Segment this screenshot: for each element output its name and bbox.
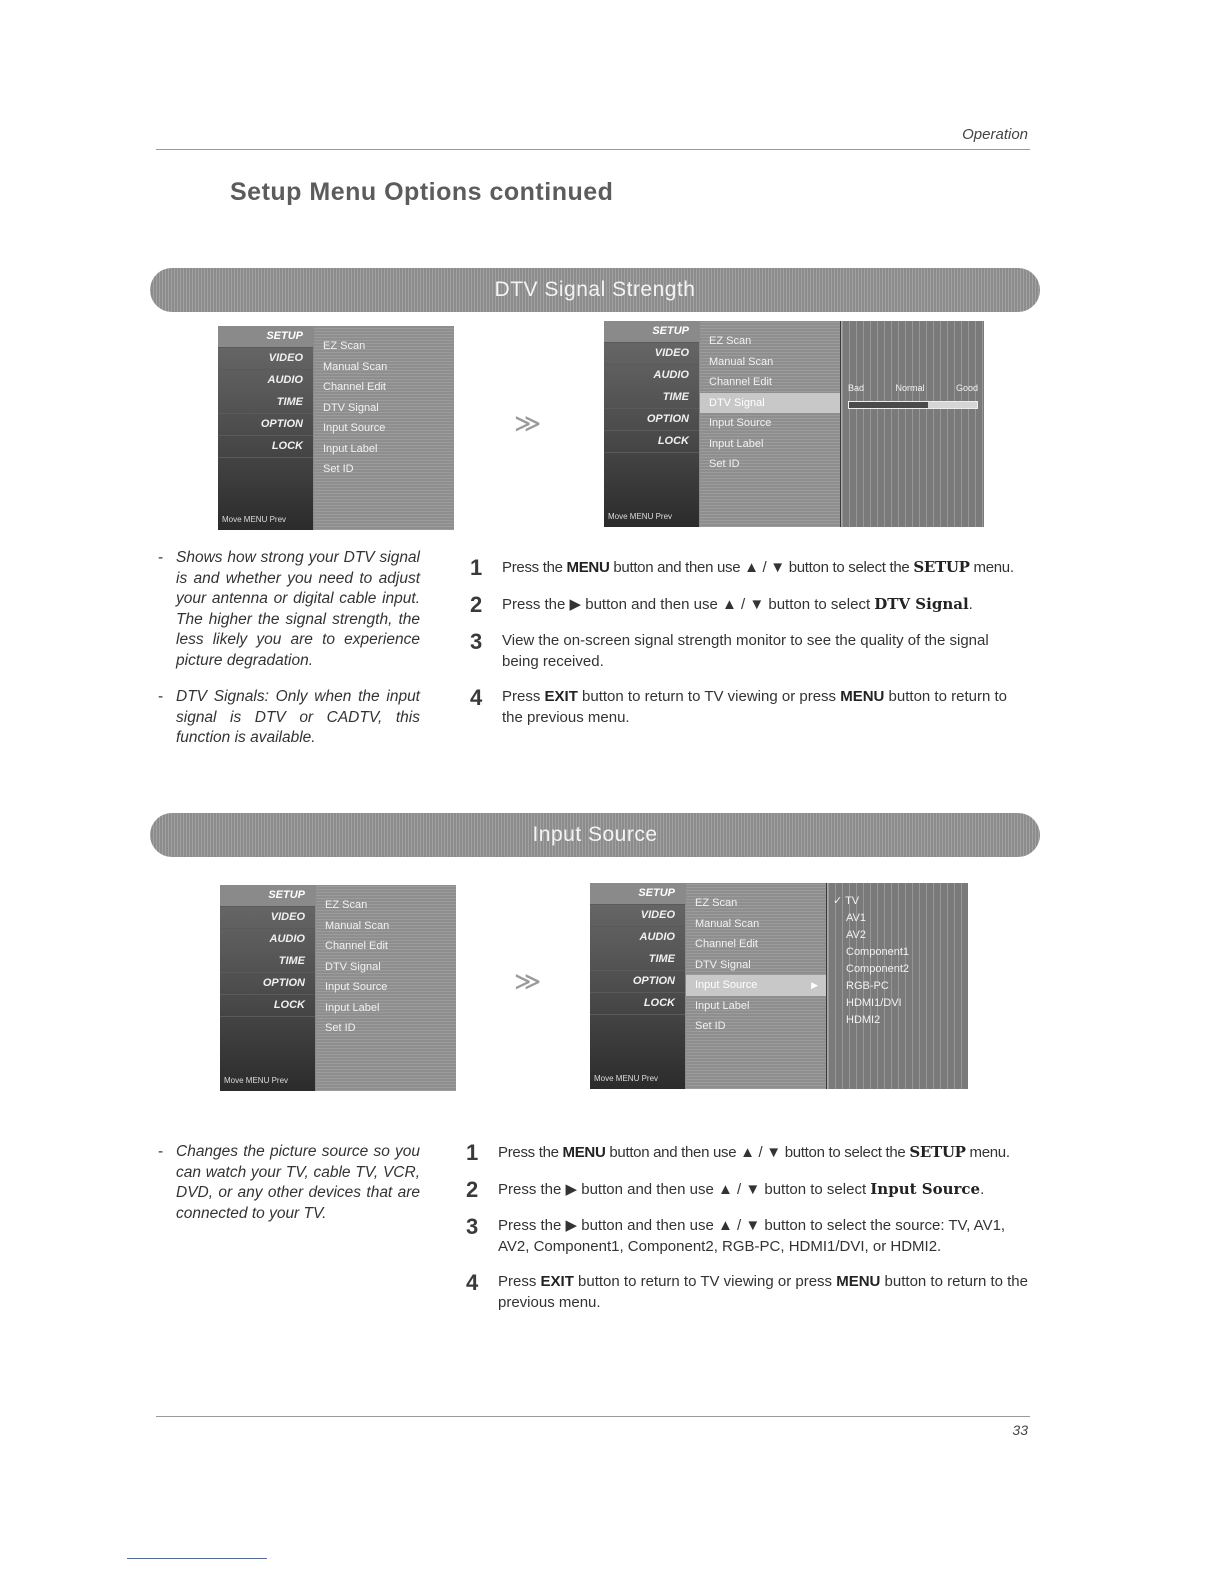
menu-item: Channel Edit <box>323 381 386 393</box>
menu-item: Manual Scan <box>323 360 388 373</box>
menu-category-video: VIDEO <box>604 343 699 365</box>
menu-category-setup: SETUP <box>218 326 313 348</box>
page-title: Setup Menu Options continued <box>230 178 614 206</box>
input-source-steps <box>466 1142 1028 1328</box>
menu-category-time: TIME <box>218 392 313 414</box>
page-number: 33 <box>1012 1422 1028 1438</box>
menu-category-column <box>220 885 316 1091</box>
menu-item: Channel Edit <box>695 938 758 950</box>
source-option: Component2 <box>846 963 909 975</box>
menu-footer-hint: Move MENU Prev <box>222 515 287 524</box>
menu-category-audio: AUDIO <box>604 365 699 387</box>
signal-meter-panel <box>841 321 984 527</box>
input-source-notes <box>158 1142 420 1240</box>
note-item: - Changes the picture source so you can watch your TV, cable TV, VCR, DVD, or any other devices that are connected to your TV. <box>158 1142 420 1224</box>
menu-item-list <box>700 321 840 527</box>
source-option: RGB-PC <box>846 980 889 992</box>
step: 1 Press the MENU button and then use ▲ / ▼ button to select the SETUP menu. <box>470 555 1014 580</box>
menu-item-selected: DTV Signal <box>700 393 840 414</box>
dtv-steps <box>470 557 1028 743</box>
menu-category-time: TIME <box>604 387 699 409</box>
menu-category-time: TIME <box>590 949 685 971</box>
menu-item: Set ID <box>695 1020 726 1032</box>
menu-category-audio: AUDIO <box>218 370 313 392</box>
menu-item: EZ Scan <box>695 897 738 909</box>
source-option: AV1 <box>846 912 866 924</box>
signal-strength-bar <box>848 401 978 409</box>
top-divider <box>156 149 1030 150</box>
source-option: HDMI2 <box>846 1014 881 1026</box>
double-chevron-right-icon: ≫ <box>514 408 542 438</box>
corner-mark <box>127 1558 267 1559</box>
setup-menu-screenshot <box>220 885 456 1091</box>
menu-item-list <box>686 883 826 1089</box>
setup-menu-screenshot <box>218 326 454 530</box>
step: 3 Press the ▶ button and then use ▲ / ▼ button to select the source: TV, AV1, AV2, Component1, Component2, RGB-PC, HDMI1/DVI, or HDMI2. <box>466 1214 1006 1255</box>
note-item: - Shows how strong your DTV signal is and whether you need to adjust your antenna or digital cable input. The higher the signal strength, the less likely you are to experience picture degradation. <box>158 548 420 671</box>
menu-item: EZ Scan <box>709 335 752 347</box>
dtv-signal-banner-title: DTV Signal Strength <box>494 278 696 301</box>
check-icon: ✓ <box>833 895 843 907</box>
menu-item: Set ID <box>709 458 740 470</box>
menu-category-lock: LOCK <box>604 431 699 453</box>
menu-footer-hint: Move MENU Prev <box>224 1076 289 1085</box>
menu-item: Manual Scan <box>709 355 774 368</box>
menu-footer-hint: Move MENU Prev <box>594 1074 659 1083</box>
menu-category-setup: SETUP <box>604 321 699 343</box>
menu-category-option: OPTION <box>604 409 699 431</box>
menu-category-audio: AUDIO <box>590 927 685 949</box>
menu-item: DTV Signal <box>695 958 751 971</box>
menu-item-selected: Input Source ▶ <box>686 975 826 996</box>
menu-category-option: OPTION <box>220 973 315 995</box>
menu-item: EZ Scan <box>325 899 368 911</box>
menu-item: Input Source <box>325 981 388 993</box>
source-list-panel <box>827 883 968 1089</box>
menu-item: Set ID <box>323 463 354 475</box>
dtv-notes <box>158 548 420 765</box>
menu-footer-hint: Move MENU Prev <box>608 512 673 521</box>
note-text: DTV Signals: Only when the input signal is DTV or CADTV, this function is available. <box>176 688 420 746</box>
menu-category-video: VIDEO <box>218 348 313 370</box>
menu-category-setup: SETUP <box>220 885 315 907</box>
note-item: - DTV Signals: Only when the input signal is DTV or CADTV, this function is available. <box>158 687 420 749</box>
menu-category-column <box>604 321 700 527</box>
note-text: Shows how strong your DTV signal is and whether you need to adjust your antenna or digital cable input. The higher the signal strength, the less likely you are to experience picture degradation. <box>176 549 420 669</box>
input-source-banner <box>150 813 1040 857</box>
step: 2 Press the ▶ button and then use ▲ / ▼ button to select Input Source. <box>466 1177 985 1202</box>
meter-label-bad: Bad <box>848 383 865 393</box>
section-label: Operation <box>962 126 1028 143</box>
menu-item: Input Label <box>709 437 764 450</box>
menu-item: DTV Signal <box>323 401 379 414</box>
step: 1 Press the MENU button and then use ▲ / ▼ button to select the SETUP menu. <box>466 1140 1010 1165</box>
menu-category-lock: LOCK <box>220 995 315 1017</box>
menu-item: Channel Edit <box>325 940 388 952</box>
menu-item: Input Label <box>323 442 378 455</box>
menu-category-option: OPTION <box>590 971 685 993</box>
menu-item: Manual Scan <box>695 917 760 930</box>
menu-item: Manual Scan <box>325 919 390 932</box>
dtv-signal-banner <box>150 268 1040 312</box>
menu-item: DTV Signal <box>325 960 381 973</box>
source-option-selected: ✓ TV <box>833 895 860 907</box>
menu-category-video: VIDEO <box>590 905 685 927</box>
signal-meter-labels <box>848 383 978 393</box>
menu-item: Input Source <box>323 422 386 434</box>
step: 4 Press EXIT button to return to TV viewing or press MENU button to return to the previous menu. <box>470 685 1007 726</box>
source-option: HDMI1/DVI <box>846 997 902 1009</box>
signal-strength-fill <box>849 402 928 408</box>
input-source-banner-title: Input Source <box>532 823 658 846</box>
menu-category-video: VIDEO <box>220 907 315 929</box>
step: 4 Press EXIT button to return to TV viewing or press MENU button to return to the previous menu. <box>466 1270 1028 1311</box>
menu-category-lock: LOCK <box>590 993 685 1015</box>
menu-item: Input Source <box>709 417 772 429</box>
step: 2 Press the ▶ button and then use ▲ / ▼ button to select DTV Signal. <box>470 592 973 617</box>
menu-category-column <box>590 883 686 1089</box>
menu-item-list <box>314 326 454 530</box>
menu-category-time: TIME <box>220 951 315 973</box>
bottom-divider <box>156 1416 1030 1417</box>
dtv-signal-screenshot <box>604 321 984 527</box>
input-source-screenshot <box>590 883 968 1089</box>
menu-item: Input Label <box>695 999 750 1012</box>
chevron-right-icon: ▶ <box>811 980 818 990</box>
menu-category-column <box>218 326 314 530</box>
menu-category-setup: SETUP <box>590 883 685 905</box>
source-option: Component1 <box>846 946 909 958</box>
double-chevron-right-icon: ≫ <box>514 966 542 996</box>
menu-item: Channel Edit <box>709 376 772 388</box>
menu-category-audio: AUDIO <box>220 929 315 951</box>
menu-item: Input Label <box>325 1001 380 1014</box>
menu-item: EZ Scan <box>323 340 366 352</box>
menu-category-option: OPTION <box>218 414 313 436</box>
menu-category-lock: LOCK <box>218 436 313 458</box>
step: 3 View the on-screen signal strength monitor to see the quality of the signal being received. <box>470 629 989 670</box>
menu-item: Set ID <box>325 1022 356 1034</box>
source-option: AV2 <box>846 929 866 941</box>
meter-label-normal: Normal <box>895 383 925 393</box>
note-text: Changes the picture source so you can watch your TV, cable TV, VCR, DVD, or any other devices that are connected to your TV. <box>176 1143 420 1222</box>
menu-item-list <box>316 885 456 1091</box>
meter-label-good: Good <box>955 383 978 393</box>
